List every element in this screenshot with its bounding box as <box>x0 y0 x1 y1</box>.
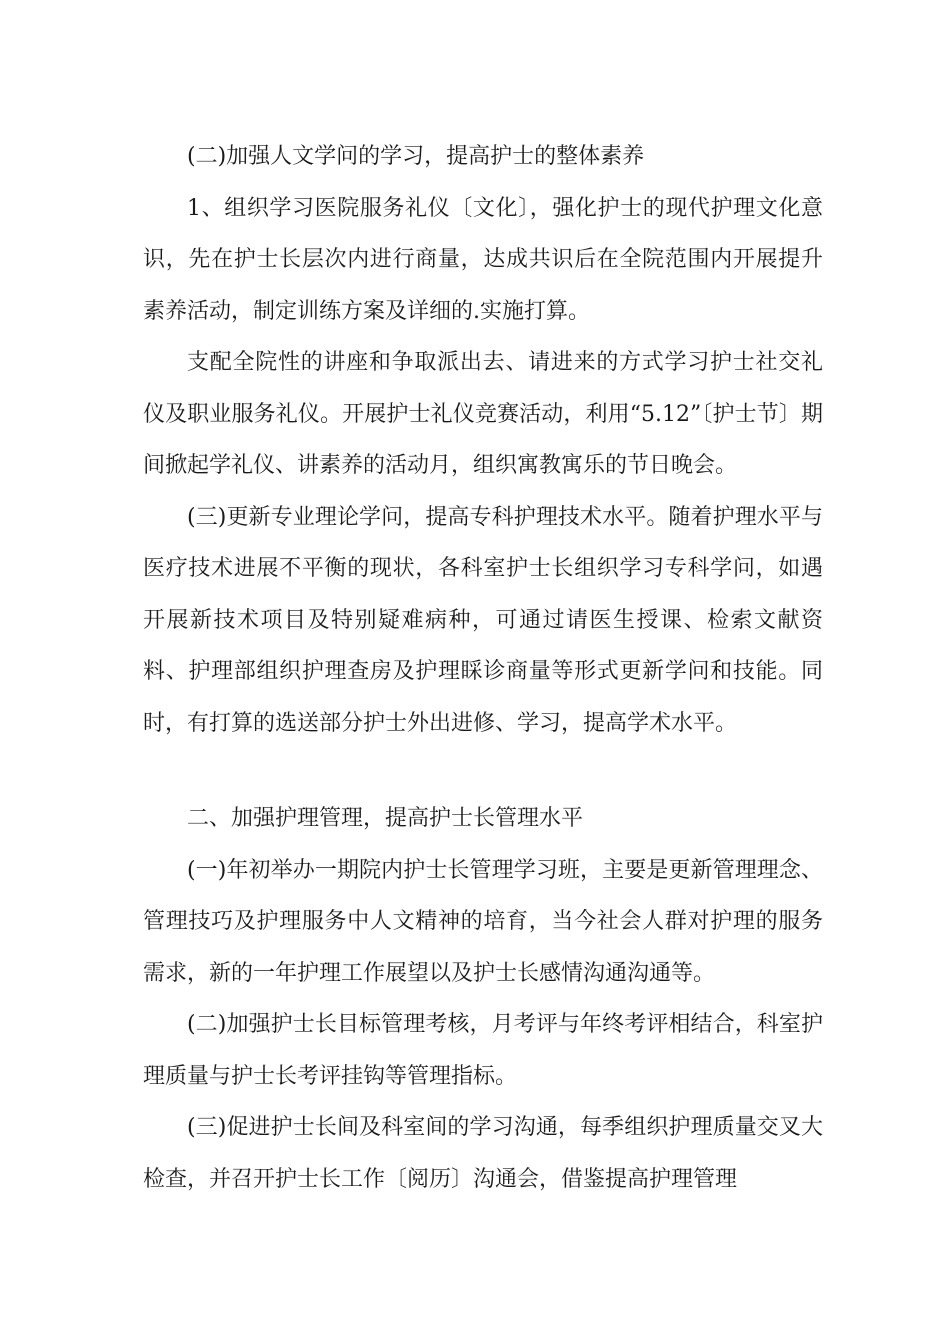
document-body <box>143 131 823 1205</box>
paragraph-target-assessment: (二)加强护士长目标管理考核，月考评与年终考评相结合，科室护理质量与护士长考评挂钩等管理指标。 <box>143 1012 823 1089</box>
paragraph-section-heading-humanities: (二)加强人文学问的学习，提高护士的整体素养 <box>187 144 645 169</box>
paragraph-etiquette-lectures: 支配全院性的讲座和争取派出去、请进来的方式学习护士社交礼仪及职业服务礼仪。开展护士礼仪竞赛活动，利用“5.12”〔护士节〕期间掀起学礼仪、讲素养的活动月，组织寓教寓乐的节日晚会。 <box>143 350 823 478</box>
paragraph-professional-knowledge: (三)更新专业理论学问，提高专科护理技术水平。随着护理水平与医疗技术进展不平衡的现状，各科室护士长组织学习专科学问，如遇开展新技术项目及特别疑难病种，可通过请医生授课、检索文献资料、护理部组织护理查房及护理睬诊商量等形式更新学问和技能。同时，有打算的选送部分护士外出进修、学习，提高学术水平。 <box>143 504 823 736</box>
paragraph-etiquette-training: 1、组织学习医院服务礼仪〔文化〕，强化护士的现代护理文化意识，先在护士长层次内进行商量，达成共识后在全院范围内开展提升素养活动，制定训练方案及详细的.实施打算。 <box>143 195 823 324</box>
paragraph-head-nurse-training: (一)年初举办一期院内护士长管理学习班，主要是更新管理理念、管理技巧及护理服务中人文精神的培育，当今社会人群对护理的服务需求，新的一年护理工作展望以及护士长感情沟通沟通等。 <box>143 857 823 986</box>
paragraph-section-heading-management: 二、加强护理管理，提高护士长管理水平 <box>187 806 584 831</box>
paragraph-exchange-learning: (三)促进护士长间及科室间的学习沟通，每季组织护理质量交叉大检查，并召开护士长工作〔阅历〕沟通会，借鉴提高护理管理 <box>143 1115 823 1192</box>
